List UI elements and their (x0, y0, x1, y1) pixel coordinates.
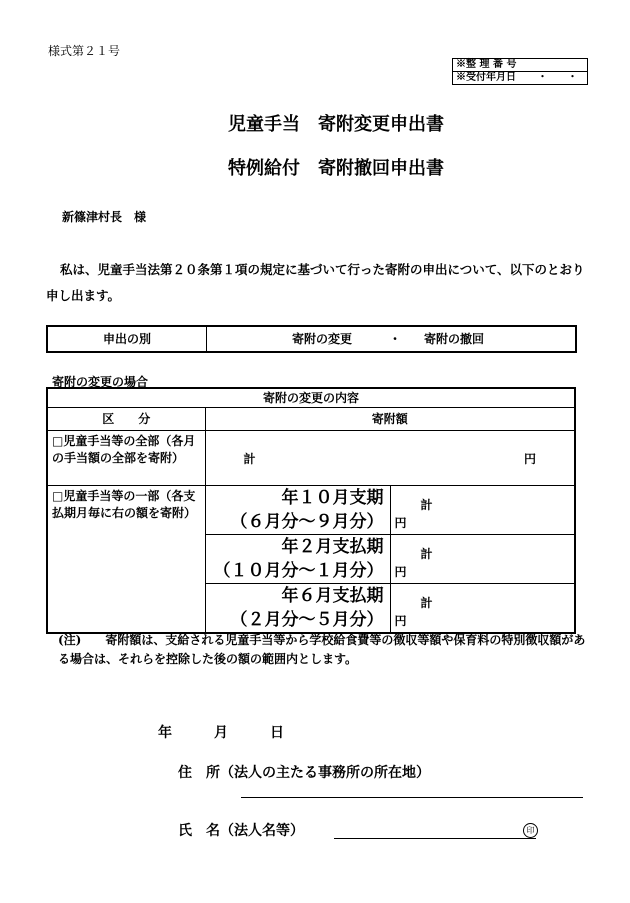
period-feb-yen: 円 (394, 564, 407, 579)
admin-box-date-dots: ・ ・ (537, 72, 578, 83)
request-type-row (46, 325, 577, 353)
period-feb-name: 年２月支払期 (281, 536, 384, 557)
period-oct-amount[interactable] (390, 485, 575, 534)
period-feb-months: （１０月分～１月分） (213, 560, 384, 581)
row-all-kei: 計 (243, 451, 256, 466)
column-header-category: 区 分 (47, 407, 205, 430)
period-jun-months: （２月分～５月分） (230, 609, 384, 630)
row-all-yen: 円 (523, 451, 536, 466)
option-separator: ・ (389, 332, 402, 346)
section-label: 寄附の変更の場合 (52, 375, 149, 389)
period-feb (205, 534, 390, 583)
form-number: 様式第２１号 (48, 44, 121, 58)
seal-icon: 印 (523, 823, 538, 838)
request-type-label: 申出の別 (48, 327, 207, 351)
period-jun-amount[interactable] (390, 583, 575, 633)
option-change[interactable]: 寄附の変更 (292, 332, 353, 346)
option-withdraw[interactable]: 寄附の撤回 (424, 332, 485, 346)
row-all-amount[interactable] (205, 430, 575, 485)
period-oct-name: 年１０月支期 (281, 487, 384, 508)
admin-box (452, 58, 588, 85)
period-oct (205, 485, 390, 534)
period-jun (205, 583, 390, 633)
period-oct-yen: 円 (394, 515, 407, 530)
change-table (46, 387, 576, 634)
period-jun-yen: 円 (394, 613, 407, 628)
period-feb-kei: 計 (420, 546, 433, 561)
title-change: 児童手当 寄附変更申出書 (228, 114, 444, 135)
title-withdraw: 特例給付 寄附撤回申出書 (228, 158, 444, 179)
period-oct-kei: 計 (420, 497, 433, 512)
period-jun-kei: 計 (420, 595, 433, 610)
table-header: 寄附の変更の内容 (47, 388, 575, 407)
column-header-amount: 寄附額 (205, 407, 575, 430)
name-label: 氏 名（法人名等） (178, 823, 304, 839)
period-jun-name: 年６月支払期 (281, 585, 384, 606)
addressee: 新篠津村長 様 (62, 210, 147, 224)
row-part-label[interactable]: □児童手当等の一部（各支払期月毎に右の額を寄附） (47, 485, 205, 633)
body-text: 私は、児童手当法第２０条第１項の規定に基づいて行った寄附の申出について、以下のとおり申し出ます。 (46, 262, 585, 303)
address-label: 住 所（法人の主たる事務所の所在地） (178, 765, 430, 781)
date-line[interactable]: 年 月 日 (158, 725, 284, 741)
address-field[interactable] (241, 797, 583, 798)
note: (注) 寄附額は、支給される児童手当等から学校給食費等の徴収等額や保育料の特別徴収額がある場合は、それらを控除した後の額の範囲内とします。 (58, 633, 586, 666)
name-field[interactable] (334, 838, 536, 839)
row-all-label[interactable]: □児童手当等の全部（各月の手当額の全部を寄附） (47, 430, 205, 485)
period-feb-amount[interactable] (390, 534, 575, 583)
period-oct-months: （６月分～９月分） (230, 511, 384, 532)
admin-box-date (453, 71, 587, 84)
admin-box-date-label: ※受付年月日 (456, 72, 516, 83)
admin-box-number: ※整 理 番 号 (456, 59, 517, 70)
